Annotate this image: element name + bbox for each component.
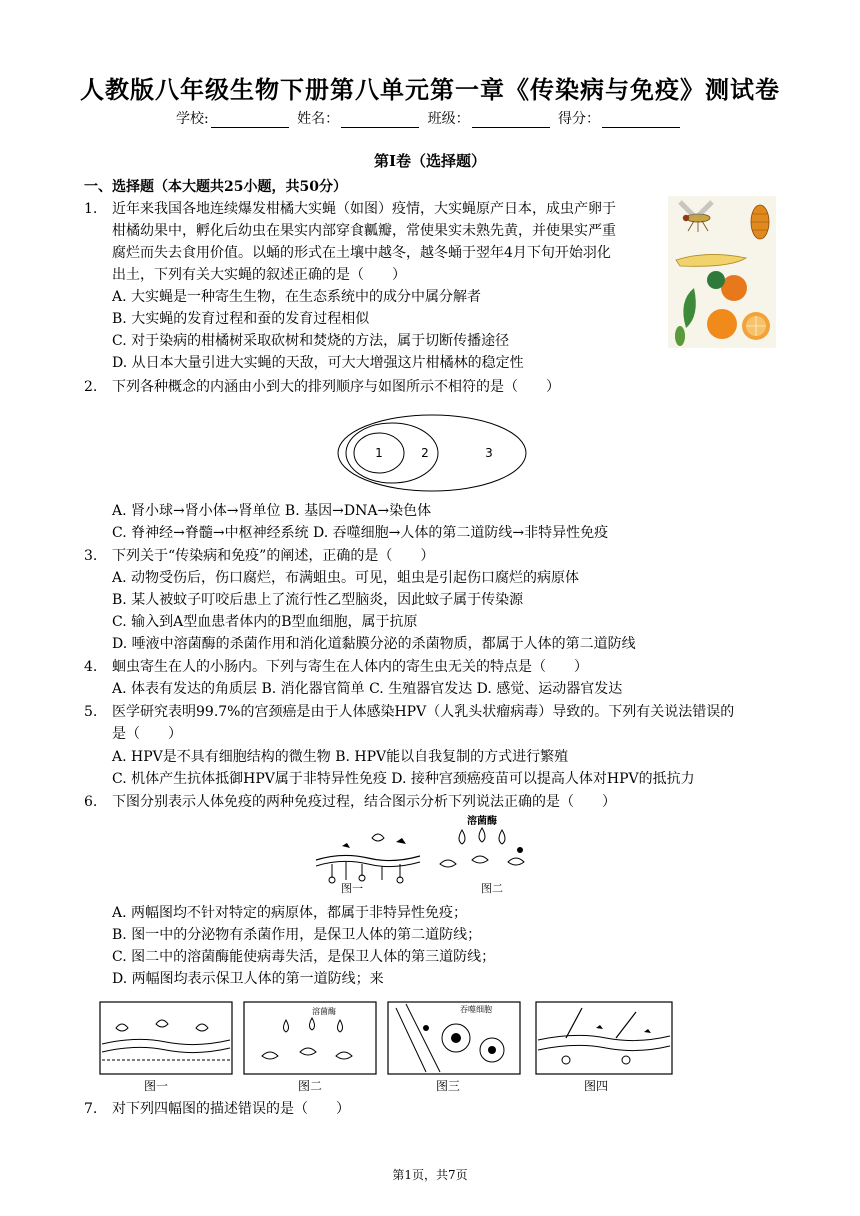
question-text-line: 近年来我国各地连续爆发柑橘大实蝇（如图）疫情，大实蝇原产日本，成虫产卵于: [112, 201, 616, 217]
four-immunity-figures: [96, 998, 680, 1096]
score-blank[interactable]: [602, 113, 680, 128]
q7-fig3-label: 图三: [435, 1079, 461, 1093]
question-number: 7.: [84, 1101, 98, 1117]
question-text-line: 出土，下列有关大实蝇的叙述正确的是（ ）: [112, 267, 406, 283]
q7-fig1-label: 图一: [143, 1079, 169, 1093]
q6-option-c: C. 图二中的溶菌酶能使病毒失活，是保卫人体的第三道防线；: [112, 949, 496, 965]
school-label: 学校:: [175, 111, 209, 127]
question-text-line: 腐烂而失去食用价值。以蛹的形式在土壤中越冬，越冬蛹于翌年4月下旬开始羽化: [112, 245, 611, 261]
diagram-label-3: 3: [485, 446, 493, 460]
diagram-label-2: 2: [421, 446, 429, 460]
q4-options: A. 体表有发达的角质层 B. 消化器官简单 C. 生殖器官发达 D. 感觉、运动器官发达: [112, 681, 623, 697]
question-number: 1.: [84, 201, 98, 217]
q5-option-ab: A. HPV是不具有细胞结构的微生物 B. HPV能以自我复制的方式进行繁殖: [112, 749, 569, 765]
immunity-figure-pair: [312, 814, 552, 894]
part-title: 第Ⅰ卷（选择题）: [373, 152, 487, 170]
q3-option-a: A. 动物受伤后，伤口腐烂，布满蛆虫。可见，蛆虫是引起伤口腐烂的病原体: [112, 570, 580, 586]
school-blank[interactable]: [211, 113, 289, 128]
fig1-label: 图一: [341, 882, 363, 894]
question-text-line: 下列各种概念的内涵由小到大的排列顺序与如图所示不相符的是（ ）: [112, 379, 560, 395]
q7-fig4-label: 图四: [583, 1079, 609, 1093]
q1-option-b: B. 大实蝇的发育过程和蚕的发育过程相似: [112, 311, 370, 327]
q3-option-d: D. 唾液中溶菌酶的杀菌作用和消化道黏膜分泌的杀菌物质，都属于人体的第二道防线: [112, 636, 636, 652]
q2-option-cd: C. 脊神经→脊髓→中枢神经系统 D. 吞噬细胞→人体的第二道防线→非特异性免疫: [112, 525, 609, 541]
q7-lysozyme-label: 溶菌酶: [312, 1007, 336, 1016]
page-title: 人教版八年级生物下册第八单元第一章《传染病与免疫》测试卷: [80, 75, 780, 104]
lysozyme-label: 溶菌酶: [467, 816, 497, 827]
nested-concepts-diagram: [332, 412, 532, 496]
section-title: 一、选择题（本大题共25小题，共50分）: [84, 179, 347, 195]
q6-option-d: D. 两幅图均表示保卫人体的第一道防线；来: [112, 971, 384, 987]
q6-option-a: A. 两幅图均不针对特定的病原体，都属于非特异性免疫；: [112, 905, 468, 921]
class-label: 班级：: [427, 111, 470, 127]
question-text-line: 蛔虫寄生在人的小肠内。下列与寄生在人体内的寄生虫无关的特点是（ ）: [112, 659, 588, 675]
q1-option-d: D. 从日本大量引进大实蝇的天敌，可大大增强这片柑橘林的稳定性: [112, 355, 524, 371]
q5-option-cd: C. 机体产生抗体抵御HPV属于非特异性免疫 D. 接种宫颈癌疫苗可以提高人体对HPV的抵抗力: [112, 771, 695, 787]
q6-option-b: B. 图一中的分泌物有杀菌作用，是保卫人体的第二道防线；: [112, 927, 482, 943]
question-text-line: 柑橘幼果中，孵化后幼虫在果实内部穿食瓤瓣，常使果实未熟先黄，并使果实严重: [112, 223, 616, 239]
fruit-fly-illustration: [668, 196, 776, 348]
q1-option-a: A. 大实蝇是一种寄生生物，在生态系统中的成分中属分解者: [112, 289, 482, 305]
question-number: 2.: [84, 379, 98, 395]
question-text-line: 医学研究表明99.7%的宫颈癌是由于人体感染HPV（人乳头状瘤病毒）导致的。下列有关说法错误的: [112, 704, 735, 720]
q3-option-b: B. 某人被蚊子叮咬后患上了流行性乙型脑炎，因此蚊子属于传染源: [112, 592, 524, 608]
page-footer: 第1页，共7页: [392, 1168, 468, 1182]
question-number: 4.: [84, 659, 98, 675]
student-info-line: [0, 108, 860, 128]
question-number: 5.: [84, 704, 98, 720]
question-text-line: 下图分别表示人体免疫的两种免疫过程，结合图示分析下列说法正确的是（ ）: [112, 794, 616, 810]
q2-option-ab: A. 肾小球→肾小体→肾单位 B. 基因→DNA→染色体: [112, 503, 432, 519]
name-blank[interactable]: [341, 113, 419, 128]
question-text-line: 是（ ）: [112, 726, 182, 742]
q7-phagocyte-label: 吞噬细胞: [460, 1005, 492, 1014]
q3-option-c: C. 输入到A型血患者体内的B型血细胞，属于抗原: [112, 614, 418, 630]
diagram-label-1: 1: [375, 446, 383, 460]
score-label: 得分：: [558, 111, 601, 127]
question-text-line: 下列关于“传染病和免疫”的阐述，正确的是（ ）: [112, 548, 435, 564]
class-blank[interactable]: [472, 113, 550, 128]
name-label: 姓名：: [297, 111, 340, 127]
question-number: 6.: [84, 794, 98, 810]
q1-option-c: C. 对于染病的柑橘树采取砍树和焚烧的方法，属于切断传播途径: [112, 333, 510, 349]
q7-fig2-label: 图二: [297, 1079, 323, 1093]
question-number: 3.: [84, 548, 98, 564]
question-text-line: 对下列四幅图的描述错误的是（ ）: [112, 1101, 350, 1117]
fig2-label: 图二: [481, 882, 503, 894]
